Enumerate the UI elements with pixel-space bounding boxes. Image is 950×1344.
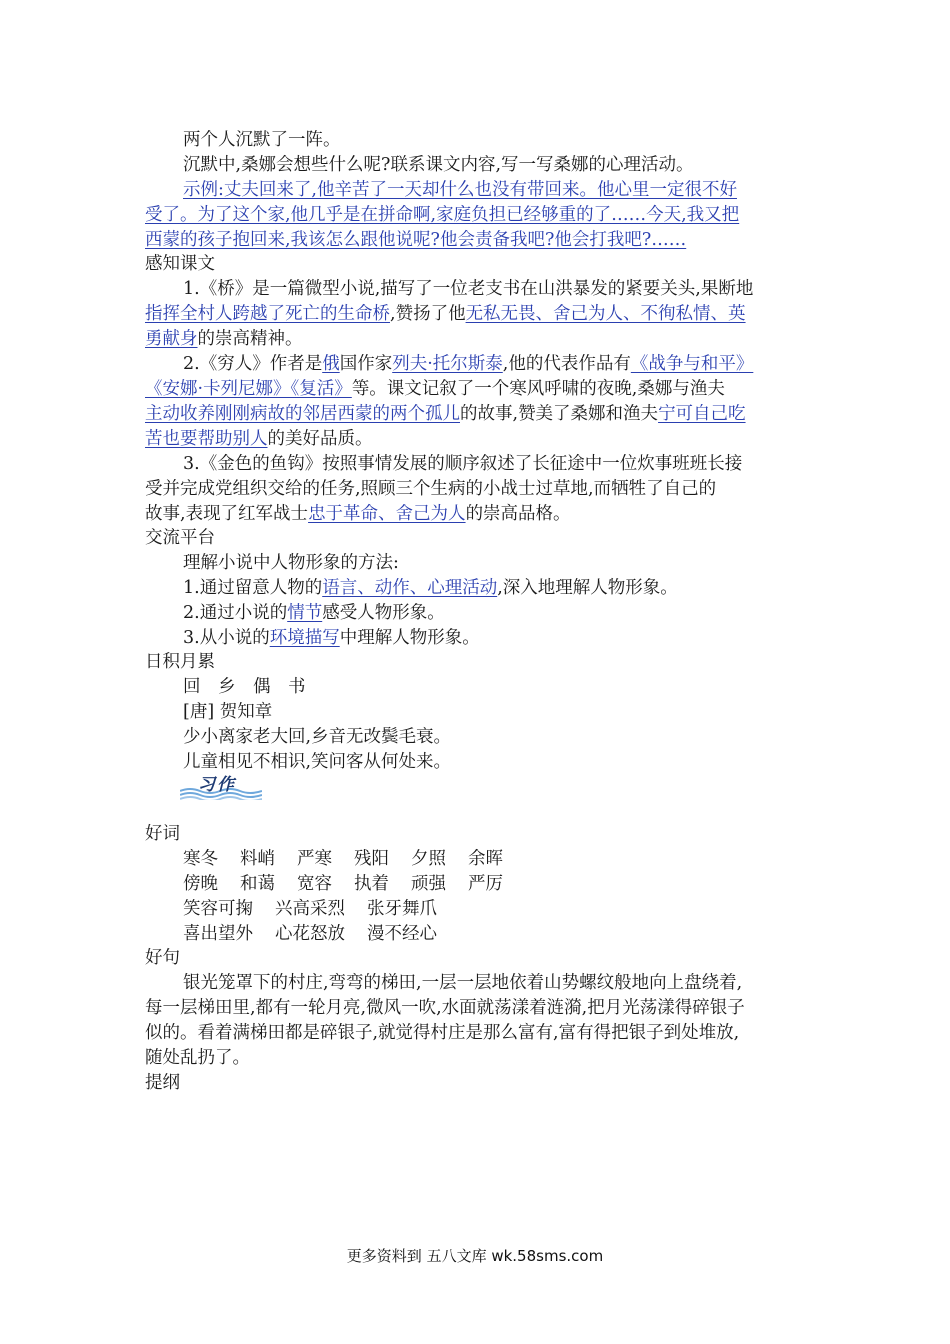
text-line: 3.《金色的鱼钩》按照事情发展的顺序叙述了长征途中一位炊事班班长接 xyxy=(183,454,743,474)
answer-line: 示例:丈夫回来了,他辛苦了一天却什么也没有带回来。他心里一定很不好 xyxy=(183,180,737,200)
word: 喜出望外 xyxy=(183,924,253,944)
answer-line: 西蒙的孩子抱回来,我该怎么跟他说呢?他会责备我吧?他会打我吧?…… xyxy=(145,230,687,250)
page-footer: 更多资料到 五八文库 wk.58sms.com xyxy=(346,1247,604,1265)
word: 夕照 xyxy=(411,849,446,869)
text-line: 随处乱扔了。 xyxy=(145,1048,250,1068)
poem-line: 儿童相见不相识,笑问客从何处来。 xyxy=(183,752,452,772)
poem-line: 少小离家老大回,乡音无改鬓毛衰。 xyxy=(183,727,452,747)
word: 严寒 xyxy=(297,849,332,869)
text-line: 《安娜·卡列尼娜》《复活》等。课文记叙了一个寒风呼啸的夜晚,桑娜与渔夫 xyxy=(145,379,725,399)
section-heading-good-words: 好词 xyxy=(145,824,180,844)
word-row xyxy=(183,922,843,947)
word: 严厉 xyxy=(468,874,503,894)
text-line: 3.从小说的环境描写中理解人物形象。 xyxy=(183,628,480,648)
word: 寒冬 xyxy=(183,849,218,869)
word: 傍晚 xyxy=(183,874,218,894)
section-heading-exchange: 交流平台 xyxy=(145,528,215,548)
text-line: 2.《穷人》作者是俄国作家列夫·托尔斯泰,他的代表作品有《战争与和平》 xyxy=(183,354,754,374)
text-line: 银光笼罩下的村庄,弯弯的梯田,一层一层地依着山势螺纹般地向上盘绕着, xyxy=(183,973,743,993)
word-row xyxy=(183,847,843,872)
word: 执着 xyxy=(354,874,389,894)
text-line: 1.通过留意人物的语言、动作、心理活动,深入地理解人物形象。 xyxy=(183,578,678,598)
text-line: 1.《桥》是一篇微型小说,描写了一位老支书在山洪暴发的紧要关头,果断地 xyxy=(183,279,754,299)
word: 兴高采烈 xyxy=(275,899,345,919)
word: 心花怒放 xyxy=(275,924,345,944)
badge-label: 习作 xyxy=(198,775,236,795)
writing-section-badge xyxy=(180,770,262,800)
word: 顽强 xyxy=(411,874,446,894)
poem-author: [唐] 贺知章 xyxy=(183,702,273,722)
text-line: 两个人沉默了一阵。 xyxy=(183,130,341,150)
question-line: 沉默中,桑娜会想些什么呢?联系课文内容,写一写桑娜的心理活动。 xyxy=(183,155,694,175)
word-row xyxy=(183,872,843,897)
word: 料峭 xyxy=(240,849,275,869)
text-line: 指挥全村人跨越了死亡的生命桥,赞扬了他无私无畏、舍己为人、不徇私情、英 xyxy=(145,304,746,324)
text-line: 主动收养刚刚病故的邻居西蒙的两个孤儿的故事,赞美了桑娜和渔夫宁可自己吃 xyxy=(145,404,746,424)
word: 笑容可掬 xyxy=(183,899,253,919)
text-line: 2.通过小说的情节感受人物形象。 xyxy=(183,603,445,623)
text-line: 苦也要帮助别人的美好品质。 xyxy=(145,429,373,449)
section-heading-outline: 提纲 xyxy=(145,1073,180,1093)
word: 张牙舞爪 xyxy=(367,899,437,919)
word: 和蔼 xyxy=(240,874,275,894)
section-heading-good-sentences: 好句 xyxy=(145,948,180,968)
word-row xyxy=(183,897,843,922)
text-line: 每一层梯田里,都有一轮月亮,微风一吹,水面就荡漾着涟漪,把月光荡漾得碎银子 xyxy=(145,998,745,1018)
word: 宽容 xyxy=(297,874,332,894)
answer-line: 受了。为了这个家,他几乎是在拼命啊,家庭负担已经够重的了……今天,我又把 xyxy=(145,205,740,225)
text-line: 理解小说中人物形象的方法: xyxy=(183,553,399,573)
text-line: 似的。看着满梯田都是碎银子,就觉得村庄是那么富有,富有得把银子到处堆放, xyxy=(145,1023,740,1043)
poem-title: 回 乡 偶 书 xyxy=(183,677,306,697)
text-line: 勇献身的崇高精神。 xyxy=(145,329,303,349)
word: 余晖 xyxy=(468,849,503,869)
word: 漫不经心 xyxy=(367,924,437,944)
text-line: 故事,表现了红军战士忠于革命、舍己为人的崇高品格。 xyxy=(145,504,571,524)
section-heading-accumulate: 日积月累 xyxy=(145,652,215,672)
word: 残阳 xyxy=(354,849,389,869)
section-heading-perceive: 感知课文 xyxy=(145,254,215,274)
text-line: 受并完成党组织交给的任务,照顾三个生病的小战士过草地,而牺牲了自己的 xyxy=(145,479,717,499)
